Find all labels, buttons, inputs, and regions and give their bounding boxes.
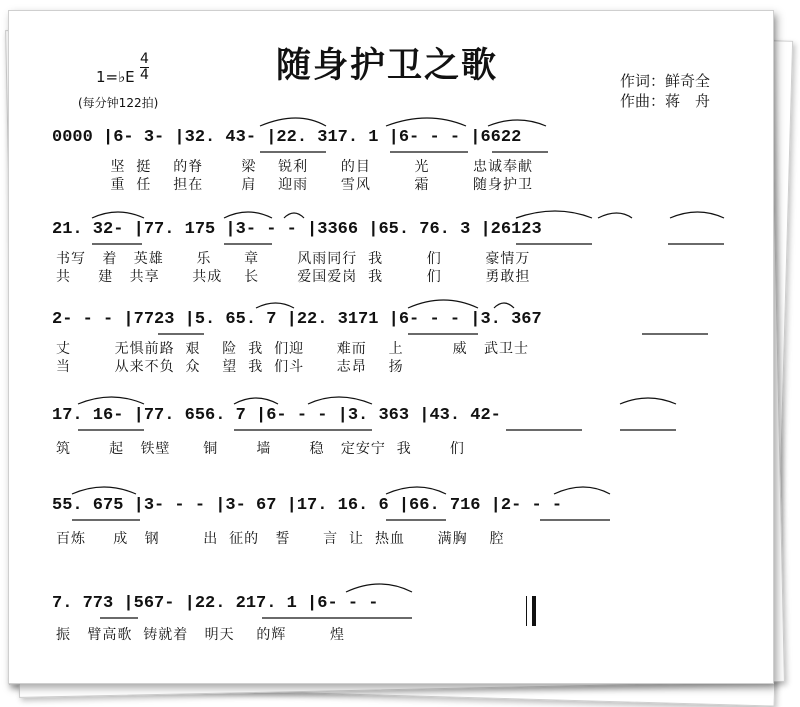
slur: [256, 303, 294, 308]
slur: [408, 300, 478, 308]
slur: [554, 487, 610, 494]
lyricist-credit: 作词：鲜奇全: [620, 72, 711, 90]
slur: [346, 584, 412, 592]
notation-line: 17. 16- |77. 656. 7 |6- - - |3. 363 |43. 42-: [52, 406, 501, 425]
key-signature: 1=♭E: [96, 68, 135, 86]
slur: [72, 487, 136, 494]
notation-line: 55. 675 |3- - - |3- 67 |17. 16. 6 |66. 716 |2- - -: [52, 496, 563, 515]
meter-denominator: 4: [140, 67, 149, 83]
slur: [488, 120, 546, 126]
slur: [224, 212, 272, 218]
lyric-line: 丈 无惧前路 艰 险 我 们迎 难而 上 威 武卫士: [56, 341, 530, 357]
notation-line: 7. 773 |567- |22. 217. 1 |6- - -: [52, 594, 379, 613]
slur: [516, 211, 592, 218]
slur: [386, 487, 446, 494]
composer-credit: 作曲：蒋 舟: [620, 92, 711, 110]
notation-line: 0000 |6- 3- |32. 43- |22. 317. 1 |6- - - |6622: [52, 128, 522, 147]
slur: [284, 213, 304, 218]
slur: [308, 397, 372, 404]
slur: [598, 213, 632, 218]
notation-line: 21. 32- |77. 175 |3- - - |3366 |65. 76. 3 |26123: [52, 220, 542, 239]
meter-numerator: 4: [140, 51, 149, 67]
notation-line: 2- - - |7723 |5. 65. 7 |22. 3171 |6- - - |3. 367: [52, 310, 542, 329]
lyric-line: 百炼 成 钢 出 征的 誓 言 让 热血 满胸 腔: [56, 531, 505, 547]
lyric-line: 书写 着 英雄 乐 章 风雨同行 我 们 豪情万: [56, 251, 531, 267]
tempo-marking: (每分钟122拍): [78, 96, 159, 110]
score-page: [8, 10, 772, 682]
slur: [92, 212, 144, 218]
slur: [260, 118, 326, 126]
slur: [670, 212, 724, 218]
slur-layer: [8, 10, 772, 682]
slur: [78, 397, 144, 404]
slur: [234, 398, 278, 404]
slur: [386, 118, 466, 126]
lyric-line: 重 任 担在 肩 迎雨 雪风 霜 随身护卫: [56, 177, 534, 193]
song-title: 随身护卫之歌: [276, 45, 499, 86]
slur: [620, 398, 676, 404]
lyric-line: 当 从来不负 众 望 我 们斗 志昂 扬: [56, 359, 404, 375]
lyric-line: 振 臂高歌 铸就着 明天 的辉 煌: [56, 627, 346, 643]
lyric-line: 坚 挺 的脊 梁 锐利 的目 光 忠诚奉献: [56, 159, 534, 175]
slur: [494, 303, 514, 308]
lyric-line: 共 建 共享 共成 长 爱国爱岗 我 们 勇敢担: [56, 269, 531, 285]
lyric-line: 筑 起 铁壁 铜 墙 稳 定安宁 我 们: [56, 441, 465, 457]
